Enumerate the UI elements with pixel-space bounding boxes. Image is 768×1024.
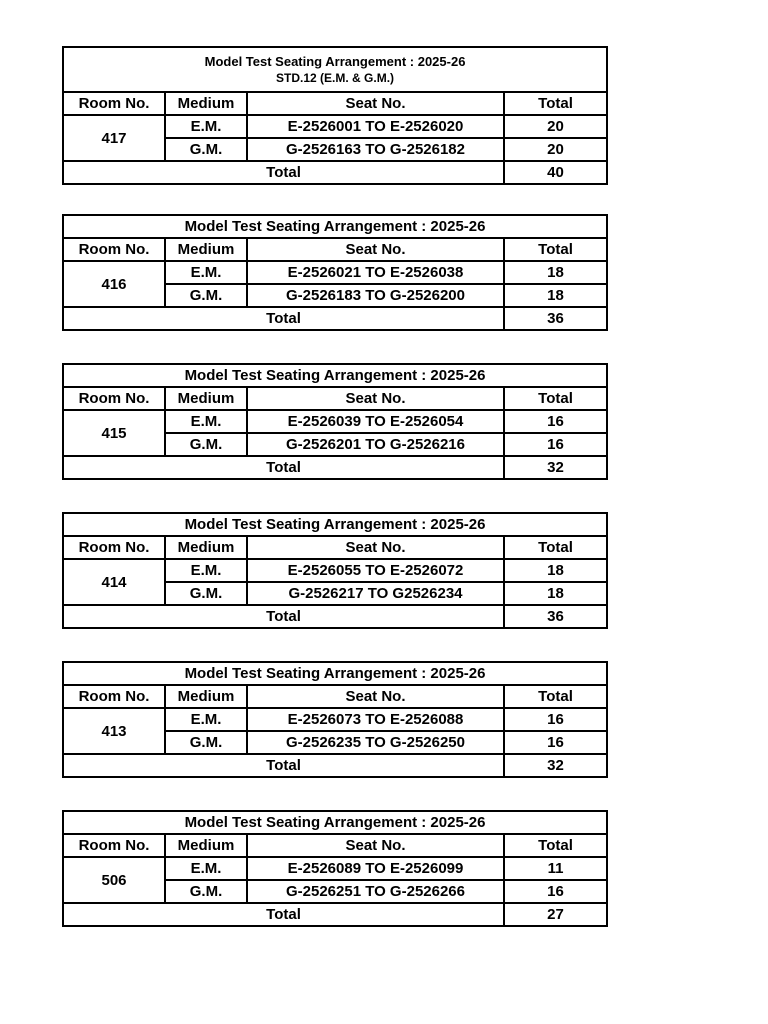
seat-range-cell: E-2526021 TO E-2526038 [247,261,504,284]
row-total-cell: 11 [504,857,607,880]
total-label: Total [63,161,504,184]
medium-cell: G.M. [165,138,247,161]
seat-range-cell: G-2526235 TO G-2526250 [247,731,504,754]
header-total: Total [504,238,607,261]
seat-range-cell: E-2526089 TO E-2526099 [247,857,504,880]
seat-range-cell: G-2526251 TO G-2526266 [247,880,504,903]
header-total: Total [504,536,607,559]
room-number: 415 [63,410,165,456]
total-label: Total [63,307,504,330]
seat-range-cell: E-2526073 TO E-2526088 [247,708,504,731]
total-row [63,903,607,926]
table-row [63,115,607,138]
seating-table-room-414 [62,512,608,629]
row-total-cell: 20 [504,138,607,161]
header-row [63,92,607,115]
seating-table-room-413 [62,661,608,778]
total-row [63,307,607,330]
table-title: Model Test Seating Arrangement : 2025-26 [63,513,607,536]
table-row [63,261,607,284]
row-total-cell: 16 [504,433,607,456]
row-total-cell: 20 [504,115,607,138]
medium-cell: E.M. [165,410,247,433]
header-seat-no: Seat No. [247,685,504,708]
medium-cell: G.M. [165,582,247,605]
header-row [63,834,607,857]
row-total-cell: 16 [504,410,607,433]
seat-range-cell: E-2526001 TO E-2526020 [247,115,504,138]
grand-total: 32 [504,754,607,777]
total-label: Total [63,754,504,777]
table-row [63,559,607,582]
medium-cell: G.M. [165,880,247,903]
header-seat-no: Seat No. [247,834,504,857]
medium-cell: G.M. [165,284,247,307]
room-number: 416 [63,261,165,307]
medium-cell: G.M. [165,433,247,456]
room-number: 414 [63,559,165,605]
seat-range-cell: E-2526055 TO E-2526072 [247,559,504,582]
header-medium: Medium [165,536,247,559]
header-seat-no: Seat No. [247,536,504,559]
total-row [63,456,607,479]
header-seat-no: Seat No. [247,92,504,115]
header-room-no: Room No. [63,834,165,857]
seat-range-cell: G-2526201 TO G-2526216 [247,433,504,456]
header-total: Total [504,685,607,708]
seating-table-room-416 [62,214,608,331]
table-row [63,857,607,880]
grand-total: 27 [504,903,607,926]
header-room-no: Room No. [63,92,165,115]
medium-cell: G.M. [165,731,247,754]
seat-range-cell: G-2526163 TO G-2526182 [247,138,504,161]
header-medium: Medium [165,238,247,261]
medium-cell: E.M. [165,857,247,880]
medium-cell: E.M. [165,261,247,284]
grand-total: 40 [504,161,607,184]
table-title: Model Test Seating Arrangement : 2025-26 [63,811,607,834]
total-row [63,161,607,184]
table-row [63,708,607,731]
seating-table-room-506 [62,810,608,927]
header-room-no: Room No. [63,685,165,708]
header-row [63,238,607,261]
total-label: Total [63,903,504,926]
table-title-text: Model Test Seating Arrangement : 2025-26 [204,53,466,69]
total-row [63,605,607,628]
header-row [63,387,607,410]
grand-total: 36 [504,307,607,330]
medium-cell: E.M. [165,115,247,138]
table-row [63,410,607,433]
table-subtitle: STD.12 (E.M. & G.M.) [276,70,395,85]
header-seat-no: Seat No. [247,387,504,410]
row-total-cell: 18 [504,284,607,307]
medium-cell: E.M. [165,708,247,731]
row-total-cell: 16 [504,708,607,731]
row-total-cell: 16 [504,880,607,903]
seat-range-cell: G-2526217 TO G2526234 [247,582,504,605]
medium-cell: E.M. [165,559,247,582]
header-row [63,536,607,559]
seat-range-cell: E-2526039 TO E-2526054 [247,410,504,433]
seating-table-room-415 [62,363,608,480]
header-seat-no: Seat No. [247,238,504,261]
room-number: 417 [63,115,165,161]
table-title: Model Test Seating Arrangement : 2025-26 [63,215,607,238]
total-row [63,754,607,777]
grand-total: 32 [504,456,607,479]
header-medium: Medium [165,685,247,708]
seating-table-room-417 [62,46,608,185]
row-total-cell: 18 [504,559,607,582]
total-label: Total [63,605,504,628]
row-total-cell: 16 [504,731,607,754]
header-total: Total [504,387,607,410]
header-total: Total [504,92,607,115]
header-room-no: Room No. [63,387,165,410]
room-number: 506 [63,857,165,903]
grand-total: 36 [504,605,607,628]
header-medium: Medium [165,834,247,857]
header-medium: Medium [165,92,247,115]
table-title [63,47,607,92]
header-total: Total [504,834,607,857]
row-total-cell: 18 [504,261,607,284]
header-room-no: Room No. [63,238,165,261]
header-medium: Medium [165,387,247,410]
row-total-cell: 18 [504,582,607,605]
table-title: Model Test Seating Arrangement : 2025-26 [63,364,607,387]
seat-range-cell: G-2526183 TO G-2526200 [247,284,504,307]
table-title: Model Test Seating Arrangement : 2025-26 [63,662,607,685]
total-label: Total [63,456,504,479]
header-row [63,685,607,708]
room-number: 413 [63,708,165,754]
header-room-no: Room No. [63,536,165,559]
